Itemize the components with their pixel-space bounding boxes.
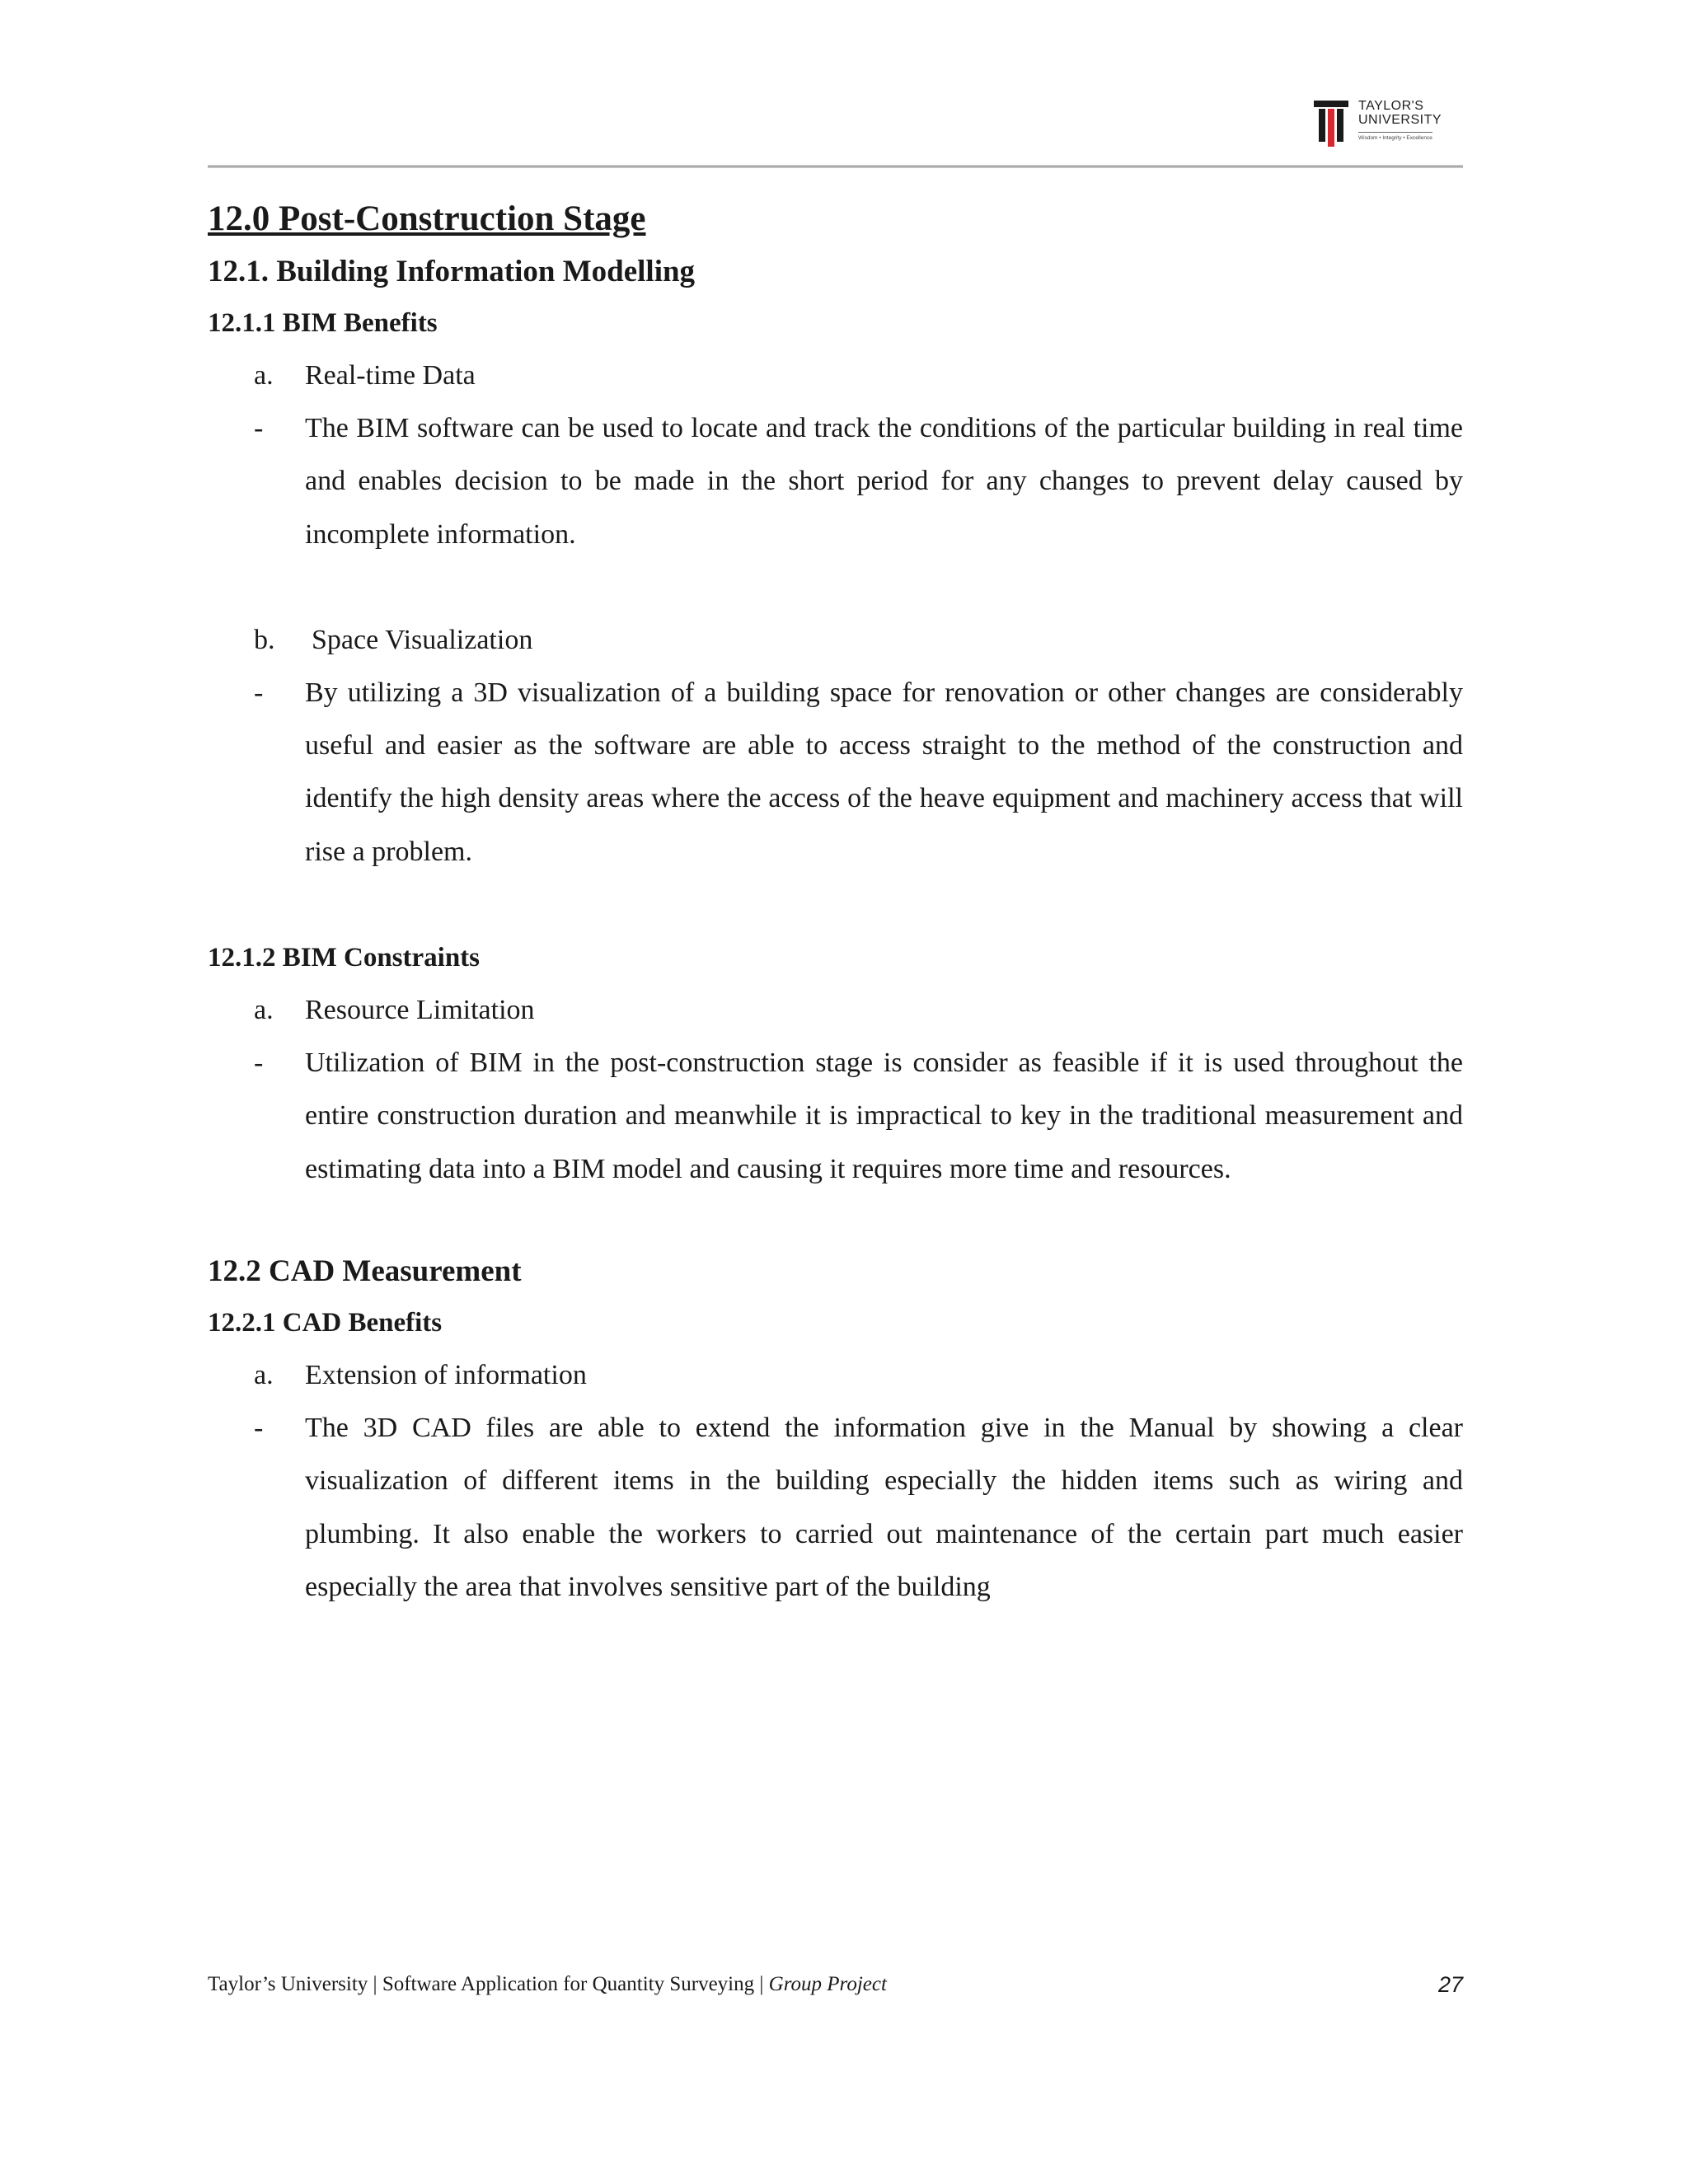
bullet-dash: - xyxy=(254,1047,264,1079)
subsection-heading-bim-constraints: 12.1.2 BIM Constraints xyxy=(208,943,481,973)
spacer xyxy=(208,1196,1463,1247)
list-letter: a. xyxy=(254,360,274,391)
subsection-heading-bim-benefits: 12.1.1 BIM Benefits xyxy=(208,308,438,338)
list-item xyxy=(208,349,1463,402)
footer-university: Taylor’s University xyxy=(208,1973,368,1995)
list-letter: b. xyxy=(254,624,275,655)
logo-name-line2: UNIVERSITY xyxy=(1358,113,1442,127)
footer-separator: | xyxy=(754,1973,769,1995)
footer-separator: | xyxy=(368,1973,382,1995)
list-letter: a. xyxy=(254,1359,274,1390)
spacer xyxy=(208,879,1463,931)
paragraph-text: The 3D CAD files are able to extend the information give in the Manual by showing a clear visualization of different items in the building especially the hidden items such as wiring and plumbing. It also enable the workers to carried out maintenance of the certain part much easier especially the area that involves sensitive part of the building xyxy=(305,1412,1463,1602)
logo-tagline: Wisdom • Integrity • Excellence xyxy=(1358,132,1432,141)
list-label: Resource Limitation xyxy=(305,995,535,1026)
bullet-dash: - xyxy=(254,1412,264,1443)
page-footer xyxy=(208,1968,1463,2001)
header-divider xyxy=(208,165,1463,168)
logo-name-line1: TAYLOR'S xyxy=(1358,99,1424,113)
list-label: Real-time Data xyxy=(305,360,476,391)
bullet-paragraph xyxy=(208,1037,1463,1196)
list-letter: a. xyxy=(254,995,274,1026)
list-item xyxy=(208,984,1463,1037)
bullet-dash: - xyxy=(254,677,264,708)
footer-course: Software Application for Quantity Surveying xyxy=(382,1973,755,1995)
logo-wordmark xyxy=(1358,99,1442,127)
paragraph-text: By utilizing a 3D visualization of a building space for renovation or other changes are considerably useful and easier as the software are able to access straight to the method of the construction and identify the high density areas where the access of the heave equipment and machinery access that will rise a problem. xyxy=(305,677,1463,867)
list-label: Extension of information xyxy=(305,1359,587,1390)
paragraph-text: Utilization of BIM in the post-construction stage is consider as feasible if it is used throughout the entire construction duration and meanwhile it is impractical to key in the traditional measurement and estimating data into a BIM model and causing it requires more time and resources. xyxy=(305,1047,1463,1184)
list-item xyxy=(208,614,1463,667)
subsection-heading-cad-benefits: 12.2.1 CAD Benefits xyxy=(208,1307,443,1338)
bullet-paragraph xyxy=(208,402,1463,561)
taylors-logo-icon xyxy=(1312,99,1350,148)
bullet-paragraph xyxy=(208,1402,1463,1614)
bullet-paragraph xyxy=(208,667,1463,879)
footer-doc-type: Group Project xyxy=(768,1973,887,1995)
list-item xyxy=(208,1349,1463,1402)
section-heading-cad: 12.2 CAD Measurement xyxy=(208,1254,522,1288)
university-logo xyxy=(1312,97,1461,150)
paragraph-text: The BIM software can be used to locate and track the conditions of the particular building in real time and enables decision to be made in the short period for any changes to prevent delay caused by incomplete information. xyxy=(305,413,1463,550)
list-label: Space Visualization xyxy=(312,624,533,655)
page-number: 27 xyxy=(1437,1972,1463,1997)
page-title: 12.0 Post-Construction Stage xyxy=(208,199,646,238)
section-heading-bim: 12.1. Building Information Modelling xyxy=(208,255,696,288)
bullet-dash: - xyxy=(254,413,264,443)
spacer xyxy=(208,561,1463,614)
page-body xyxy=(208,191,1463,1614)
